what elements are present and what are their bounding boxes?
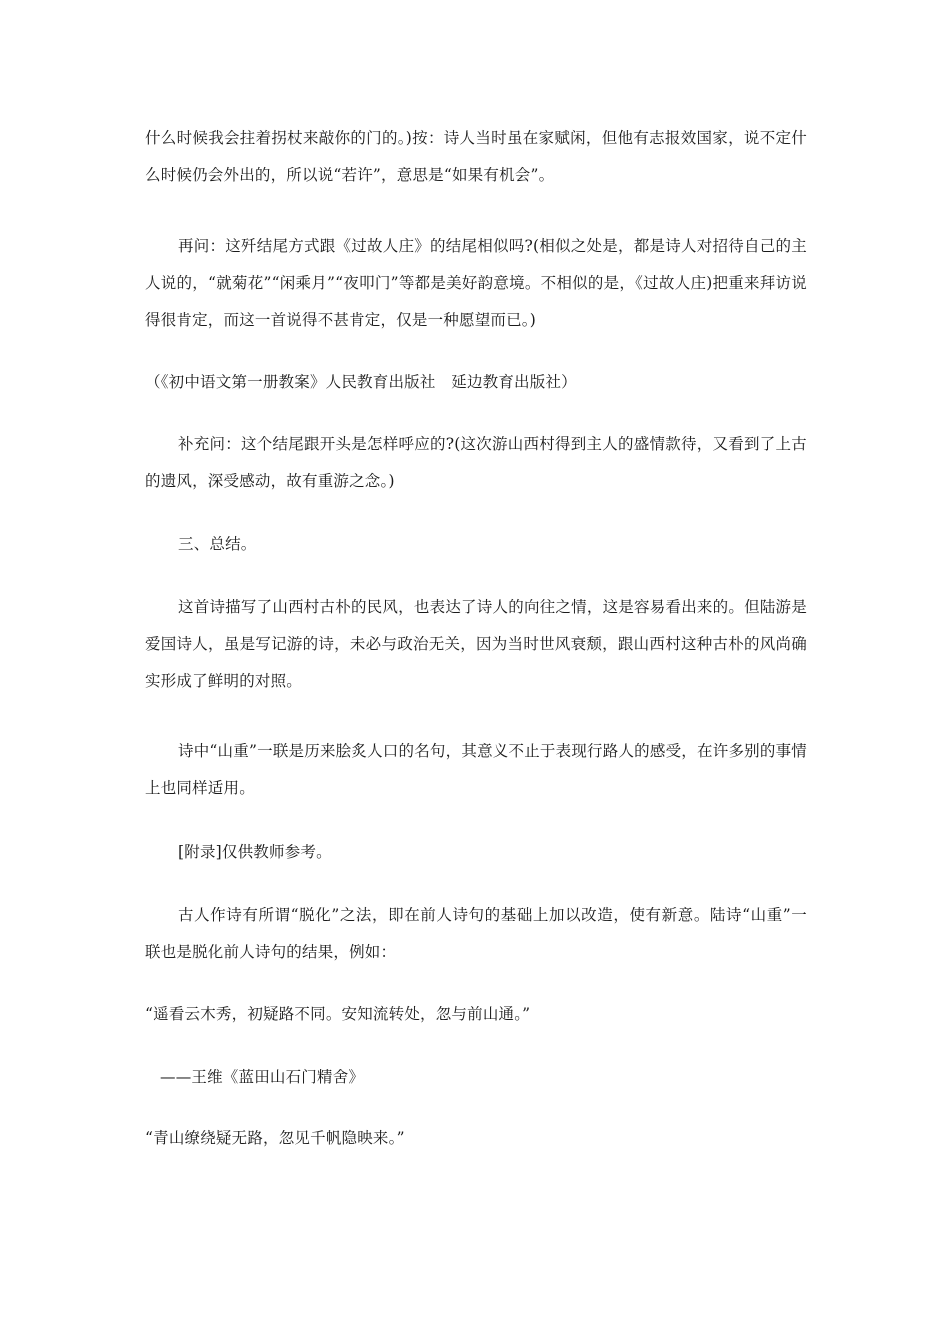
paragraph-tuohua-method: 古人作诗有所谓“脱化”之法，即在前人诗句的基础上加以改造，使有新意。陆诗“山重”一联也是脱化前人诗句的结果，例如： bbox=[145, 906, 807, 961]
paragraph-famous-couplet: 诗中“山重”一联是历来脍炙人口的名句，其意义不止于表现行路人的感受，在许多别的事情上也同样适用。 bbox=[145, 742, 807, 797]
paragraph-summary: 这首诗描写了山西村古朴的民风，也表达了诗人的向往之情，这是容易看出来的。但陆游是爱国诗人，虽是写记游的诗，未必与政治无关，因为当时世风衰颓，跟山西村这种古朴的风尚确实形成了鲜明的对照。 bbox=[145, 598, 807, 690]
section-heading-summary: 三、总结。 bbox=[178, 535, 257, 553]
paragraph-appendix-label: [附录]仅供教师参考。 bbox=[178, 843, 332, 861]
quote-attribution-wangwei: ——王维《蓝田山石门精舍》 bbox=[160, 1068, 365, 1086]
paragraph-supplementary-question: 补充问：这个结尾跟开头是怎样呼应的?(这次游山西村得到主人的盛情款待，又看到了上古的遗风，深受感动，故有重游之念。) bbox=[145, 435, 807, 490]
paragraph-source-citation: （《初中语文第一册教案》人民教育出版社 延边教育出版社） bbox=[145, 373, 577, 391]
quote-second-poem: “青山缭绕疑无路，忽见千帆隐映来。” bbox=[145, 1129, 405, 1147]
paragraph-question-ending: 再问：这歼结尾方式跟《过故人庄》的结尾相似吗?(相似之处是，都是诗人对招待自己的主人说的，“就菊花”“闲乘月”“夜叩门”等都是美好韵意境。不相似的是，《过故人庄)把重来拜访说得很肯定，而这一首说得不甚肯定，仅是一种愿望而已。) bbox=[145, 237, 807, 329]
quote-wangwei-poem: “遥看云木秀，初疑路不同。安知流转处，忽与前山通。” bbox=[145, 1005, 531, 1023]
paragraph-continuation: 什么时候我会拄着拐杖来敲你的门的。)按：诗人当时虽在家赋闲，但他有志报效国家，说不定什么时候仍会外出的，所以说“若许”，意思是“如果有机会”。 bbox=[145, 129, 807, 184]
